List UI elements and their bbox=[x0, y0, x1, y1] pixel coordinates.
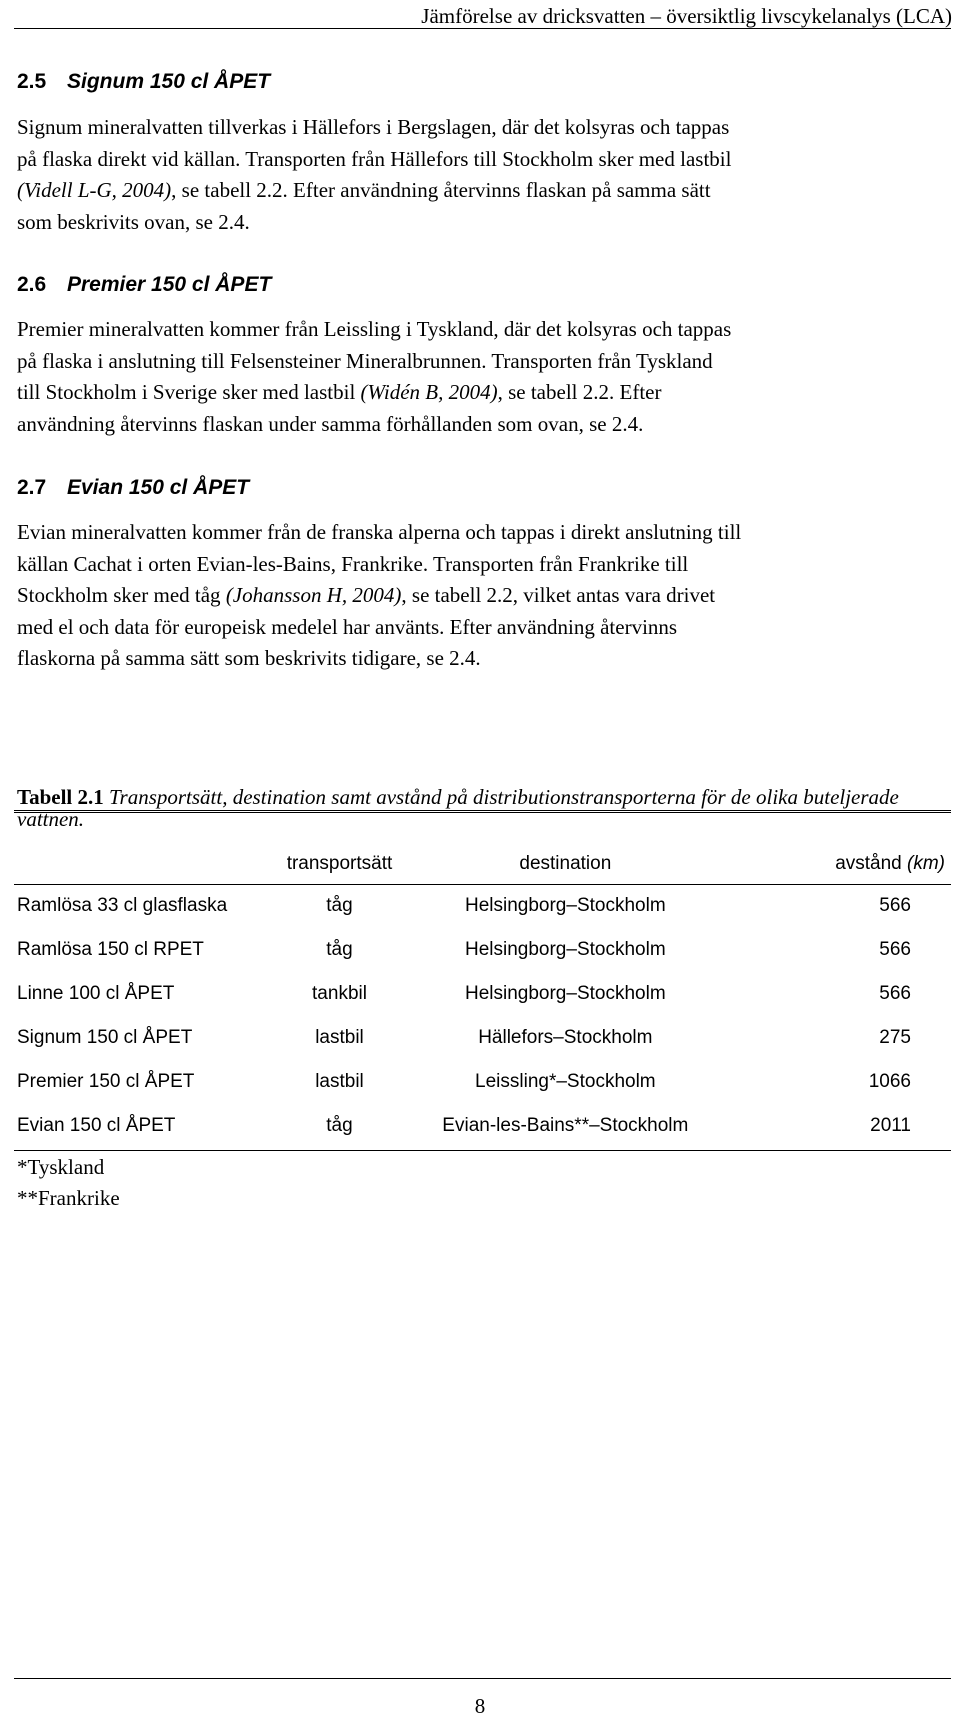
table-header-row bbox=[14, 844, 951, 884]
section-heading-2-5 bbox=[17, 70, 270, 94]
table-row bbox=[14, 972, 951, 1016]
section-number: 2.5 bbox=[17, 70, 47, 93]
cell-transport: tåg bbox=[326, 1115, 353, 1136]
cell-destination: Helsingborg–Stockholm bbox=[464, 983, 666, 1004]
cell-destination: Helsingborg–Stockholm bbox=[464, 895, 666, 916]
cell-distance: 2011 bbox=[870, 1115, 911, 1136]
cell-distance: 566 bbox=[879, 983, 911, 1004]
citation: (Johansson H, 2004) bbox=[225, 583, 402, 607]
cell-distance: 275 bbox=[879, 1027, 911, 1048]
section-heading-2-6 bbox=[17, 273, 271, 297]
cell-transport: tåg bbox=[326, 895, 353, 916]
cell-transport: tåg bbox=[326, 939, 353, 960]
cell-product: Ramlösa 150 cl RPET bbox=[17, 939, 204, 960]
section-body-2-5 bbox=[17, 112, 947, 238]
table-caption bbox=[17, 786, 947, 830]
body-line: Evian mineralvatten kommer från de franska alperna och tappas i direkt anslutning till bbox=[17, 520, 742, 544]
body-line: på flaska i anslutning till Felsensteiner Mineralbrunnen. Transporten från Tyskland bbox=[17, 348, 713, 373]
body-line: användning återvinns flaskan under samma förhållanden som ovan, se 2.4. bbox=[17, 411, 644, 436]
distance-unit: (km) bbox=[907, 853, 945, 874]
body-line: källan Cachat i orten Evian-les-Bains, Frankrike. Transporten från Frankrike till bbox=[17, 551, 689, 576]
body-line: som beskrivits ovan, se 2.4. bbox=[17, 209, 250, 234]
table-row bbox=[14, 884, 951, 928]
table-row bbox=[14, 1016, 951, 1060]
footnote-germany: *Tyskland bbox=[17, 1155, 105, 1179]
table-row bbox=[14, 928, 951, 972]
table-caption-text: Transportsätt, destination samt avstånd på distributionstransporterna för de olika buteljerade vattnen. bbox=[17, 785, 899, 831]
cell-distance: 566 bbox=[879, 895, 911, 916]
table-top-rule bbox=[14, 810, 951, 813]
body-line: Signum mineralvatten tillverkas i Hällefors i Bergslagen, där det kolsyras och tappas bbox=[17, 115, 730, 139]
footer-rule bbox=[14, 1678, 951, 1679]
running-header: Jämförelse av dricksvatten – översiktlig livscykelanalys (LCA) bbox=[421, 4, 952, 28]
section-body-2-7 bbox=[17, 517, 947, 675]
cell-product: Signum 150 cl ÅPET bbox=[17, 1027, 193, 1048]
table-bottom-rule bbox=[14, 1150, 951, 1151]
body-line: med el och data för europeisk medelel har använts. Efter användning återvinns bbox=[17, 614, 678, 639]
header-cell-empty bbox=[14, 844, 266, 884]
page-number: 8 bbox=[474, 1694, 486, 1718]
distance-label: avstånd bbox=[835, 853, 902, 874]
header-rule bbox=[14, 28, 951, 29]
header-cell-transport: transportsätt bbox=[286, 853, 393, 874]
header-cell-distance bbox=[718, 844, 951, 884]
table-caption-label: Tabell 2.1 bbox=[17, 785, 104, 809]
citation: (Widén B, 2004) bbox=[360, 380, 498, 404]
section-number: 2.7 bbox=[17, 476, 47, 499]
body-line: på flaska direkt vid källan. Transporten från Hällefors till Stockholm sker med lastbil bbox=[17, 146, 732, 171]
header-cell-destination: destination bbox=[519, 853, 612, 874]
cell-transport: lastbil bbox=[315, 1027, 364, 1048]
cell-product: Ramlösa 33 cl glasflaska bbox=[17, 895, 228, 916]
footnote-france: **Frankrike bbox=[17, 1186, 120, 1210]
citation: (Videll L-G, 2004) bbox=[17, 178, 172, 202]
body-line: flaskorna på samma sätt som beskrivits tidigare, se 2.4. bbox=[17, 646, 481, 670]
cell-distance: 566 bbox=[879, 939, 911, 960]
section-body-2-6 bbox=[17, 314, 947, 440]
cell-transport: lastbil bbox=[315, 1071, 364, 1092]
section-heading-2-7 bbox=[17, 476, 249, 500]
cell-destination: Leissling*–Stockholm bbox=[475, 1071, 656, 1092]
section-title: Evian 150 cl ÅPET bbox=[67, 476, 250, 499]
table-row bbox=[14, 1104, 951, 1148]
cell-product: Linne 100 cl ÅPET bbox=[17, 983, 175, 1004]
body-line: Premier mineralvatten kommer från Leissling i Tyskland, där det kolsyras och tappas bbox=[17, 317, 732, 341]
cell-destination: Evian-les-Bains**–Stockholm bbox=[442, 1115, 689, 1136]
body-line: Stockholm sker med tåg (Johansson H, 2004), se tabell 2.2, vilket antas vara drivet bbox=[17, 583, 716, 607]
section-title: Premier 150 cl ÅPET bbox=[67, 273, 272, 296]
table-row bbox=[14, 1060, 951, 1104]
cell-product: Evian 150 cl ÅPET bbox=[17, 1115, 176, 1136]
table-header-rule bbox=[14, 884, 951, 885]
transport-table bbox=[14, 844, 951, 1148]
cell-destination: Hällefors–Stockholm bbox=[478, 1027, 653, 1048]
cell-distance: 1066 bbox=[868, 1071, 911, 1092]
cell-destination: Helsingborg–Stockholm bbox=[464, 939, 666, 960]
cell-transport: tankbil bbox=[312, 983, 367, 1004]
body-line: (Videll L-G, 2004), se tabell 2.2. Efter användning återvinns flaskan på samma sätt bbox=[17, 178, 711, 202]
body-line: till Stockholm i Sverige sker med lastbil (Widén B, 2004), se tabell 2.2. Efter bbox=[17, 380, 662, 404]
section-title: Signum 150 cl ÅPET bbox=[67, 70, 271, 93]
cell-product: Premier 150 cl ÅPET bbox=[17, 1071, 195, 1092]
section-number: 2.6 bbox=[17, 273, 47, 296]
